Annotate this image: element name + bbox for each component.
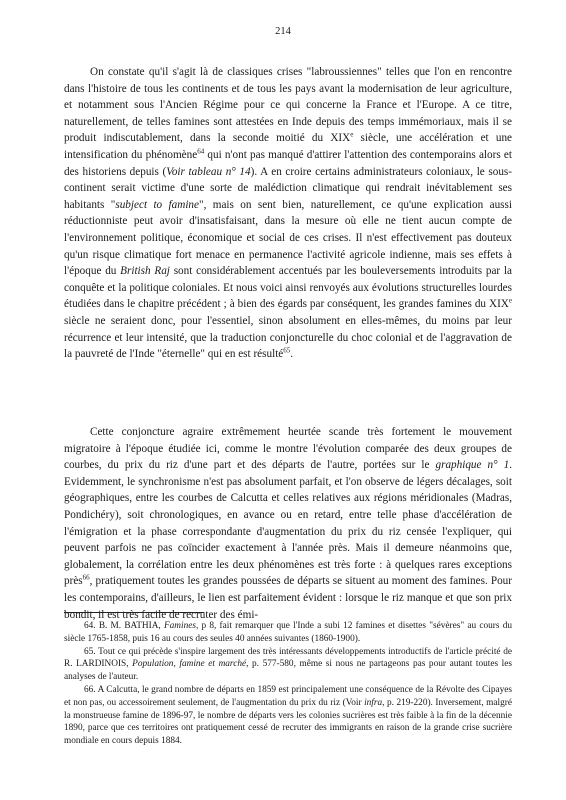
body-paragraph-2: Cette conjoncture agraire extrêmement heurtée scande très fortement le mouvement migratoire à l'époque étudiée ici, comme le montre l'évolution comparée des deux groupes de courbes, du prix du riz d'une part et des départs de l'autre, portées sur le graphique n° 1. Evidemment, le synchronisme n'est pas absolument parfait, et l'on observe de légers décalages, soit géographiques, entre les courbes de Calcutta et celles relatives aux régions méridionales (Madras, Pondichéry), soit chronologiques, en avance ou en retard, entre telle phase d'accélération de l'émigration et la phase correspondante d'augmentation du prix du riz censée l'expliquer, qui peuvent parfois ne pas coïncider exactement à l'année près. Mais il demeure néanmoins que, globalement, la corrélation entre les deux phénomènes est très forte : à quelques rares exceptions près$^{66}$, pratiquement toutes les grandes poussées de départs se situent au moment des famines. Pour les contemporains, d'ailleurs, le lien est parfaitement évident : lorsque le riz manque et que son prix bondit, il est très facile de recruter des émi- — [64, 426, 512, 621]
footnote-66: 66. A Calcutta, le grand nombre de départs en 1859 est principalement une conséquence de la Révolte des Cipayes et non pas, ou accessoirement seulement, de l'augmentation du prix du riz (Voir infra, p. 219-220). Inversement, malgré la monstrueuse famine de 1896-97, le nombre de départs vers les colonies sucrières est très faible à la fin de la décennie 1890, parce que ces territoires ont pratiquement cessé de recruter des immigrants en raison de la grande crise sucrière mondiale en cours depuis 1884. — [64, 684, 512, 747]
footnote-separator — [64, 612, 204, 613]
italic-quote: subject to famine — [115, 198, 199, 211]
footnote-65: 65. Tout ce qui précède s'inspire largement des très intéressants développements introductifs de l'article précité de R. LARDINOIS, Population, famine et marché, p. 577-580, même si nous ne partageons pas pour autant toutes les analyses de l'auteur. — [64, 646, 512, 683]
italic-reference: Voir tableau n° 14 — [166, 165, 251, 178]
footnote-ref-66: 66 — [82, 573, 90, 582]
italic-reference: graphique n° 1 — [435, 459, 510, 472]
superscript: e — [350, 130, 354, 139]
footnote-ref-64: 64 — [197, 147, 205, 156]
footnote-64: 64. B. M. BATHIA, Famines, p 8, fait remarquer que l'Inde a subi 12 famines et disettes "sévères" au cours du siècle 1765-1858, puis 16 au cours des seules 40 années suivantes (1860-1900). — [64, 621, 512, 644]
page-number: 214 — [275, 26, 291, 37]
body-paragraph-1: On constate qu'il s'agit là de classiques crises "labroussiennes" telles que l'on en rencontre dans l'histoire de tous les continents et de tous les pays avant la modernisation de leur agriculture, et notamment sous l'Ancien Régime pour ce qui concerne la France et l'Europe. A ce titre, naturellement, de telles famines sont attestées en Inde depuis des temps immémoriaux, mais il se produit indiscutablement, dans la seconde moitié du XIXe siècle, une accélération et une intensification du phénomène$^{64}$ qui n'ont pas manqué d'attirer l'attention des contemporains alors et des historiens depuis (Voir tableau n° 14). A en croire certains administrateurs coloniaux, le sous-continent serait victime d'une sorte de malédiction climatique qui rendrait inévitablement ses habitants "subject to famine", mais on sent bien, naturellement, ce qu'une explication aussi réductionniste peut avoir d'insatisfaisant, dans la mesure où elle ne tient aucun compte de l'environnement politique, économique et social de ces crises. Il n'est effectivement pas douteux qu'un risque climatique fort menace en permanence l'activité agricole indienne, mais ses effets à l'époque du British Raj sont considérablement accentués par les bouleversements introduits par la conquête et la politique coloniales. Et nous voici ainsi renvoyés aux évolutions structurelles lourdes étudiées dans le chapitre précédent ; à bien des égards par conséquent, les grandes famines du XIXe siècle ne seraient donc, pour l'essentiel, sinon absolument en elles-mêmes, du moins par leur récurrence et leur intensité, que la traduction conjoncturelle du choc colonial et de l'aggravation de la pauvreté de l'Inde "éternelle" qui en est résulté$^{65}$. — [64, 66, 513, 361]
footnote-ref-65: 65 — [283, 346, 291, 355]
superscript: e — [508, 296, 512, 305]
italic-term: British Raj — [120, 265, 170, 278]
footnotes — [64, 620, 512, 748]
